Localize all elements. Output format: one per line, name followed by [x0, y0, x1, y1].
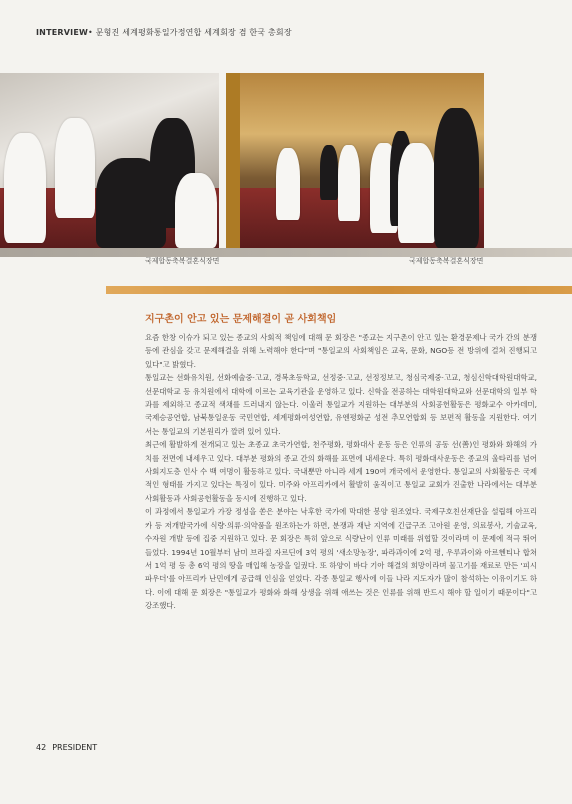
bride-figure [276, 148, 300, 220]
groom-figure [320, 145, 338, 200]
header-subtitle: 문형진 세계평화통일가정연합 세계회장 겸 한국 총회장 [95, 28, 292, 37]
article-paragraph: 최근에 활발하게 전개되고 있는 초종교 초국가연합, 천주평화, 평화대사 운동 등은 인류의 공동 선(善)인 평화와 화해의 가치를 전면에 내세우고 있다. 대부분 평화의 종교 간의 화해를 표면에 내세운다. 특히 평화대사운동은 종교의 울타리를 넘어 사회지도층 인사 수 백 여명이 활동하고 있다. 국내뿐만 아니라 세계 190여 개국에서 운영한다. 통일교의 사회활동은 국제적인 형태를 가지고 있다는 특징이 있다. 미주와 아프리카에서 활발히 움직이고 통일교 교회가 진출한 나라에서는 대부분 사회활동과 사회공헌활동을 동시에 진행하고 있다. [145, 440, 537, 503]
page-footer [36, 743, 97, 752]
bride-figure [4, 133, 46, 243]
page-number: 42 [36, 743, 47, 752]
article-paragraph: 요즘 한창 이슈가 되고 있는 종교의 사회적 책임에 대해 문 회장은 "종교는 지구촌이 안고 있는 환경문제나 국가 간의 분쟁 등에 관심을 갖고 문제해결을 위해 노력해야 한다"며 "통일교의 사회책임은 교육, 문화, NGO등 전 방위에 걸쳐 진행되고 있다"고 밝혔다. [145, 333, 537, 369]
section-title: 지구촌이 안고 있는 문제해결이 곧 사회책임 [145, 314, 337, 325]
groom-figure [434, 108, 479, 248]
article-paragraph: 이 과정에서 통일교가 가장 정성을 쏟은 분야는 낙후한 국가에 막대한 봉양 원조였다. 국제구호친선재단을 설립해 아프리카 등 저개발국가에 식량·의류·의약품을 원조하는가 하면, 분쟁과 재난 지역에 긴급구조 고아원 운영, 의료봉사, 기술교육, 수자원 개발 등에 집중 지원하고 있다. 문 회장은 특히 앞으로 식량난이 인류 미래를 위협할 것이라며 이 문제에 적극 뛰어들었다. 1994년 10월부터 남미 브라질 자르딘에 3억 평의 '새소망농장', 파라과이에 2억 평, 우루과이와 아르헨티나 합쳐서 1억 평 등 총 6억 평의 땅을 매입해 농장을 일궜다. 또 하양이 바다 기아 해결의 희망이라며 물고기를 재료로 만든 '피시파우더'를 아프리카 난민에게 공급해 인심을 얻었다. 각종 통일교 행사에 이들 나라 지도자가 많이 참석하는 이유이기도 하다. 이에 대해 문 회장은 "통일교가 평화와 화해 상생을 위해 애쓰는 것은 인류를 위해 반드시 해야 할 일이기 때문이다"고 강조했다. [145, 507, 537, 611]
header-bullet: • [88, 28, 93, 37]
bride-figure [175, 173, 217, 248]
photo-row [0, 73, 572, 248]
wedding-photo-left [0, 73, 219, 248]
gold-band [226, 73, 240, 248]
article-paragraph: 통일교는 선화유치원, 선화예술중·고교, 경복초등학교, 선정중·고교, 선정정보고, 청심국제중·고교, 청심신학대학원대학교, 선문대학교 등 유치원에서 대학에 이르는 교육기관을 운영하고 있다. 신학을 전공하는 대학원대학교와 선문대학의 일부 학과를 제외하고 종교적 색채를 드러내지 않는다. 이울러 통일교가 지원하는 대부분의 사회공헌활동은 평화교수 아카데미, 국제승공연합, 남북통일운동 국민연합, 세계평화여성연합, 유엔평화군 성전 추모연합회 등 보편적 활동을 지원한다. 여기서는 통일교의 기본원리가 깔려 있어 있다. [145, 373, 537, 436]
article-body [145, 310, 537, 613]
header-section: INTERVIEW [36, 28, 89, 37]
bride-figure [398, 143, 436, 243]
photo-caption-right: 국제합동축복결혼식장면 [409, 257, 484, 265]
photo-caption-left: 국제합동축복결혼식장면 [145, 257, 220, 265]
bride-figure [338, 145, 360, 221]
page-header [36, 27, 292, 38]
section-divider [106, 286, 572, 294]
wedding-photo-right [240, 73, 484, 248]
bride-figure [55, 118, 95, 218]
magazine-name: PRESIDENT [52, 743, 98, 752]
caption-bar [0, 248, 572, 257]
